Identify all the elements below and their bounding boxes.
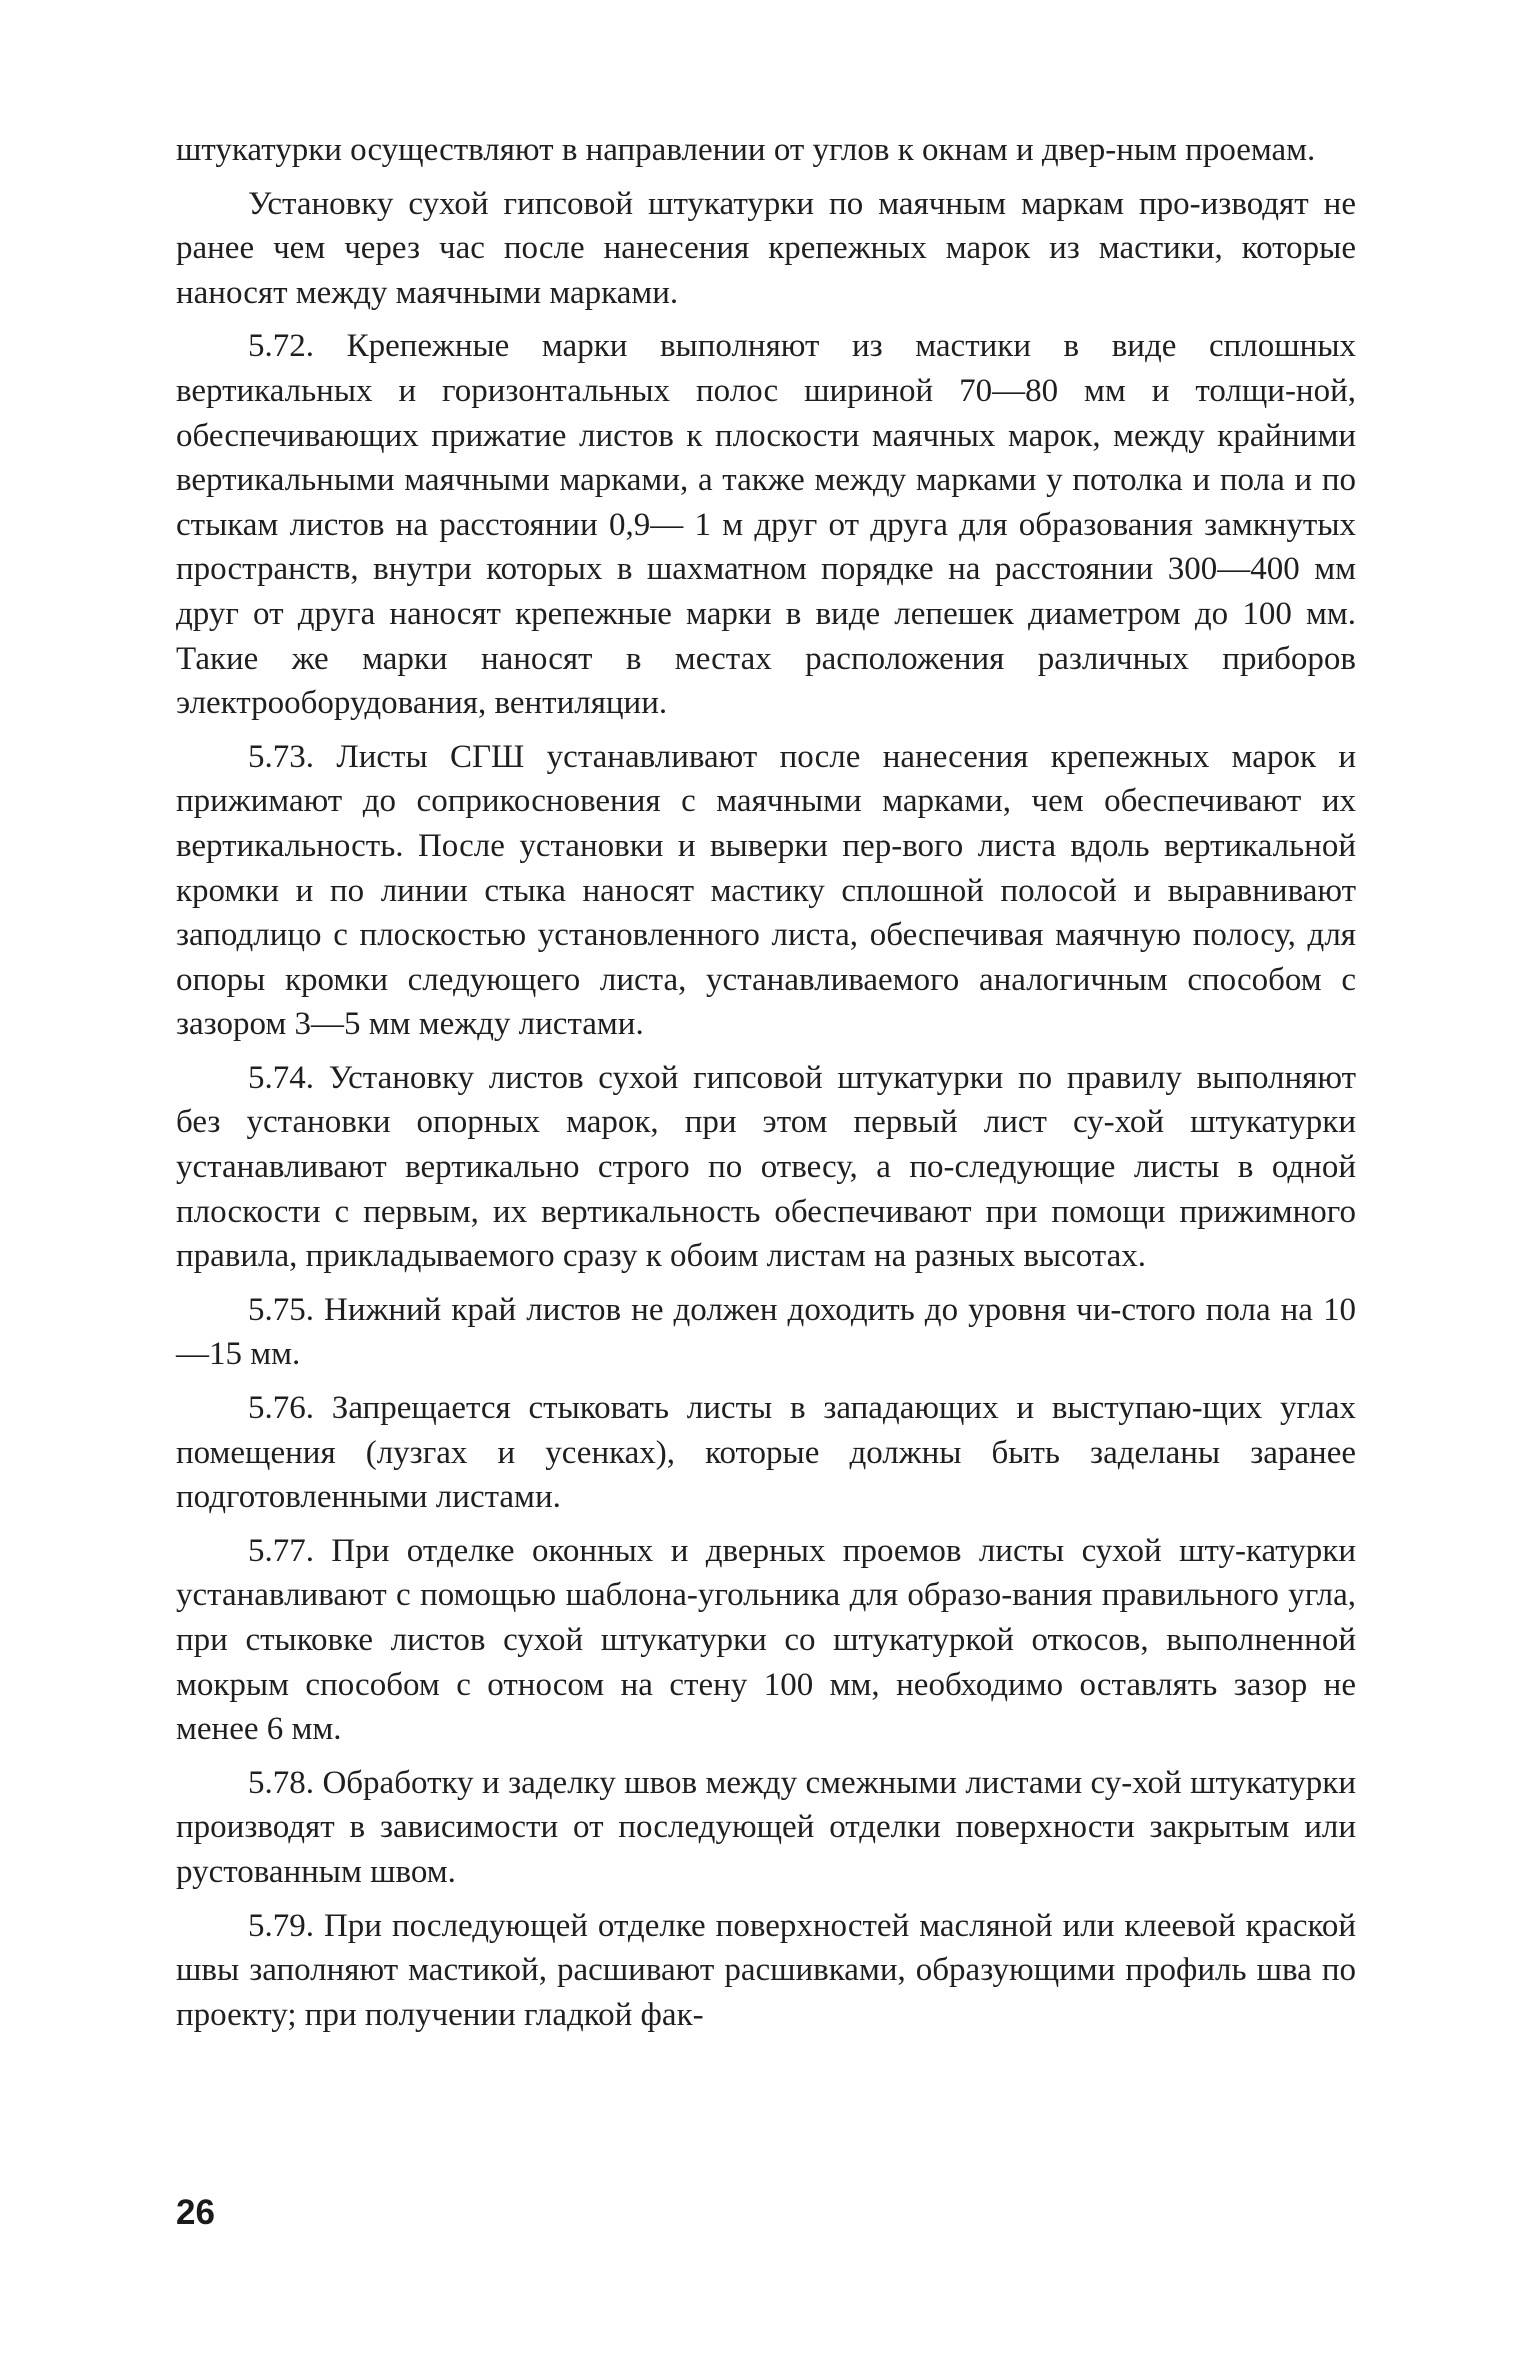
paragraph-5-72: 5.72. Крепежные марки выполняют из мастики в виде сплошных вертикальных и горизонтальных полос шириной 70—80 мм и толщи-ной, обеспечивающих прижатие листов к плоскости маячных марок, между крайними вертикальными маячными марками, а также между марками у потолка и пола и по стыкам листов на расстоянии 0,9— 1 м друг от друга для образования замкнутых пространств, внутри которых в шахматном порядке на расстоянии 300—400 мм друг от друга наносят крепежные марки в виде лепешек диаметром до 100 мм. Такие же марки наносят в местах расположения различных приборов электрооборудования, вентиляции. xyxy=(176,328,1356,722)
paragraph-continuation: штукатурки осуществляют в направлении от углов к окнам и двер-ным проемам. xyxy=(176,132,1316,168)
paragraph-5-74: 5.74. Установку листов сухой гипсовой штукатурки по правилу выполняют без установки опорных марок, при этом первый лист су-хой штукатурки устанавливают вертикально строго по отвесу, а по-следующие листы в одной плоскости с первым, их вертикальность обеспечивают при помощи прижимного правила, прикладываемого сразу к обоим листам на разных высотах. xyxy=(176,1059,1356,1275)
page-number: 26 xyxy=(176,2193,215,2232)
paragraph-5-75: 5.75. Нижний край листов не должен доходить до уровня чи-стого пола на 10—15 мм. xyxy=(176,1291,1356,1373)
paragraph-5-78: 5.78. Обработку и заделку швов между смежными листами су-хой штукатурки производят в зависимости от последующей отделки поверхности закрытым или рустованным швом. xyxy=(176,1764,1356,1890)
paragraph-5-73: 5.73. Листы СГШ устанавливают после нанесения крепежных марок и прижимают до соприкосновения с маячными марками, чем обеспечивают их вертикальность. После установки и выверки пер-вого листа вдоль вертикальной кромки и по линии стыка наносят мастику сплошной полосой и выравнивают заподлицо с плоскостью установленного листа, обеспечивая маячную полосу, для опоры кромки следующего листа, устанавливаемого аналогичным способом с зазором 3—5 мм между листами. xyxy=(176,738,1356,1043)
paragraph-installation-markers: Установку сухой гипсовой штукатурки по маячным маркам про-изводят не ранее чем через час после нанесения крепежных марок из мастики, которые наносят между маячными марками. xyxy=(176,185,1356,311)
paragraph-5-77: 5.77. При отделке оконных и дверных проемов листы сухой шту-катурки устанавливают с помощью шаблона-угольника для образо-вания правильного угла, при стыковке листов сухой штукатурки со штукатуркой откосов, выполненной мокрым способом с относом на стену 100 мм, необходимо оставлять зазор не менее 6 мм. xyxy=(176,1532,1356,1748)
paragraph-5-76: 5.76. Запрещается стыковать листы в западающих и выступаю-щих углах помещения (лузгах и усенках), которые должны быть заделаны заранее подготовленными листами. xyxy=(176,1390,1356,1516)
body-text xyxy=(176,128,1356,2037)
paragraph-5-79: 5.79. При последующей отделке поверхностей масляной или клеевой краской швы заполняют мастикой, расшивают расшивками, образующими профиль шва по проекту; при получении гладкой фак- xyxy=(176,1907,1356,2033)
